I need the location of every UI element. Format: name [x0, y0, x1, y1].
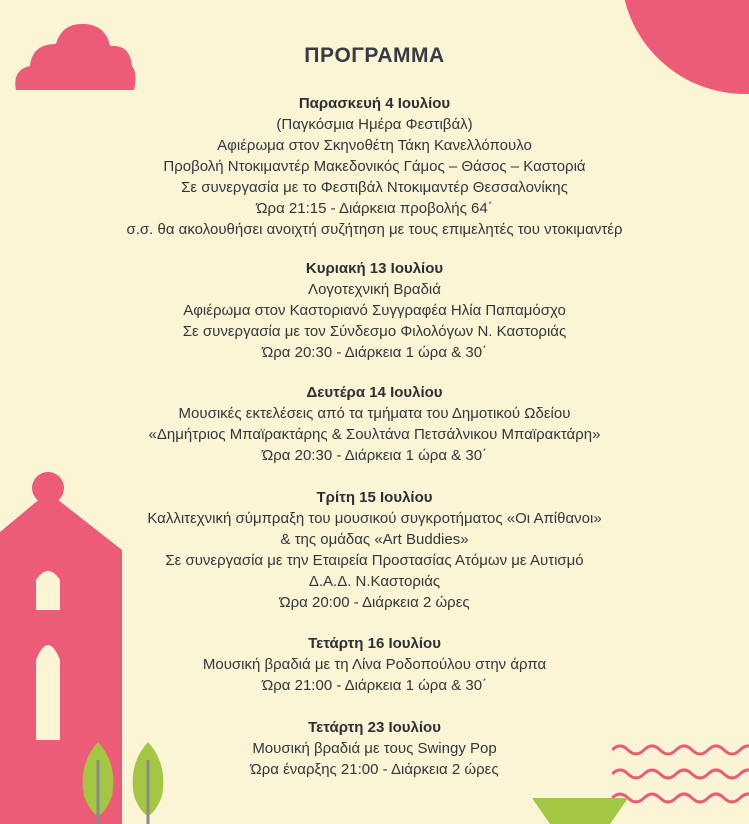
event-line: (Παγκόσμια Ημέρα Φεστιβάλ)	[276, 116, 473, 133]
event-line: Δ.Α.Δ. Ν.Καστοριάς	[308, 573, 441, 590]
event-line: Ώρα έναρξης 21:00 - Διάρκεια 2 ώρες	[250, 761, 499, 778]
event-line: Μουσική βραδιά με τους Swingy Pop	[252, 740, 497, 757]
event-line: Σε συνεργασία με το Φεστιβάλ Ντοκιμαντέρ Θεσσαλονίκης	[181, 179, 568, 196]
event-date: Τρίτη 15 Ιουλίου	[316, 489, 433, 506]
event-line: Μουσικές εκτελέσεις από τα τμήματα του Δημοτικού Ωδείου	[178, 405, 571, 422]
event-block	[0, 717, 749, 780]
event-line: Προβολή Ντοκιμαντέρ Μακεδονικός Γάμος – Θάσος – Καστοριά	[163, 158, 586, 175]
event-line: Καλλιτεχνική σύμπραξη του μουσικού συγκροτήματος «Οι Απίθανοι»	[147, 510, 602, 527]
event-date: Παρασκευή 4 Ιουλίου	[298, 95, 451, 112]
event-date: Τετάρτη 23 Ιουλίου	[308, 719, 441, 736]
event-line: Ώρα 20:30 - Διάρκεια 1 ώρα & 30΄	[261, 344, 488, 361]
event-block	[0, 633, 749, 696]
event-line: Αφιέρωμα στον Σκηνοθέτη Τάκη Κανελλόπουλο	[217, 137, 532, 154]
event-date: Δευτέρα 14 Ιουλίου	[306, 384, 443, 401]
event-block	[0, 487, 749, 613]
event-block	[0, 93, 749, 240]
event-line: Σε συνεργασία με τον Σύνδεσμο Φιλολόγων Ν. Καστοριάς	[182, 323, 567, 340]
green-boat-icon	[530, 796, 630, 824]
event-block	[0, 382, 749, 466]
event-line: «Δημήτριος Μπαϊρακτάρης & Σουλτάνα Πετσάλνικου Μπαϊρακτάρη»	[148, 426, 601, 443]
page-title: ΠΡΟΓΡΑΜΜΑ	[304, 44, 445, 67]
event-line: Ώρα 21:00 - Διάρκεια 1 ώρα & 30΄	[261, 677, 488, 694]
event-line: σ.σ. θα ακολουθήσει ανοιχτή συζήτηση με τους επιμελητές του ντοκιμαντέρ	[126, 221, 623, 238]
event-line: Μουσική βραδιά με τη Λίνα Ροδοπούλου στην άρπα	[202, 656, 547, 673]
event-line: Ώρα 20:00 - Διάρκεια 2 ώρες	[279, 594, 470, 611]
event-line: Σε συνεργασία με την Εταιρεία Προστασίας Ατόμων με Αυτισμό	[165, 552, 584, 569]
event-line: Ώρα 20:30 - Διάρκεια 1 ώρα & 30΄	[261, 447, 488, 464]
event-line: Ώρα 21:15 - Διάρκεια προβολής 64΄	[256, 200, 493, 217]
event-date: Τετάρτη 16 Ιουλίου	[308, 635, 441, 652]
event-line: & της ομάδας «Art Buddies»	[280, 531, 469, 548]
event-date: Κυριακή 13 Ιουλίου	[305, 260, 444, 277]
event-block	[0, 258, 749, 363]
event-line: Αφιέρωμα στον Καστοριανό Συγγραφέα Ηλία Παπαμόσχο	[183, 302, 566, 319]
event-line: Λογοτεχνική Βραδιά	[308, 281, 441, 298]
